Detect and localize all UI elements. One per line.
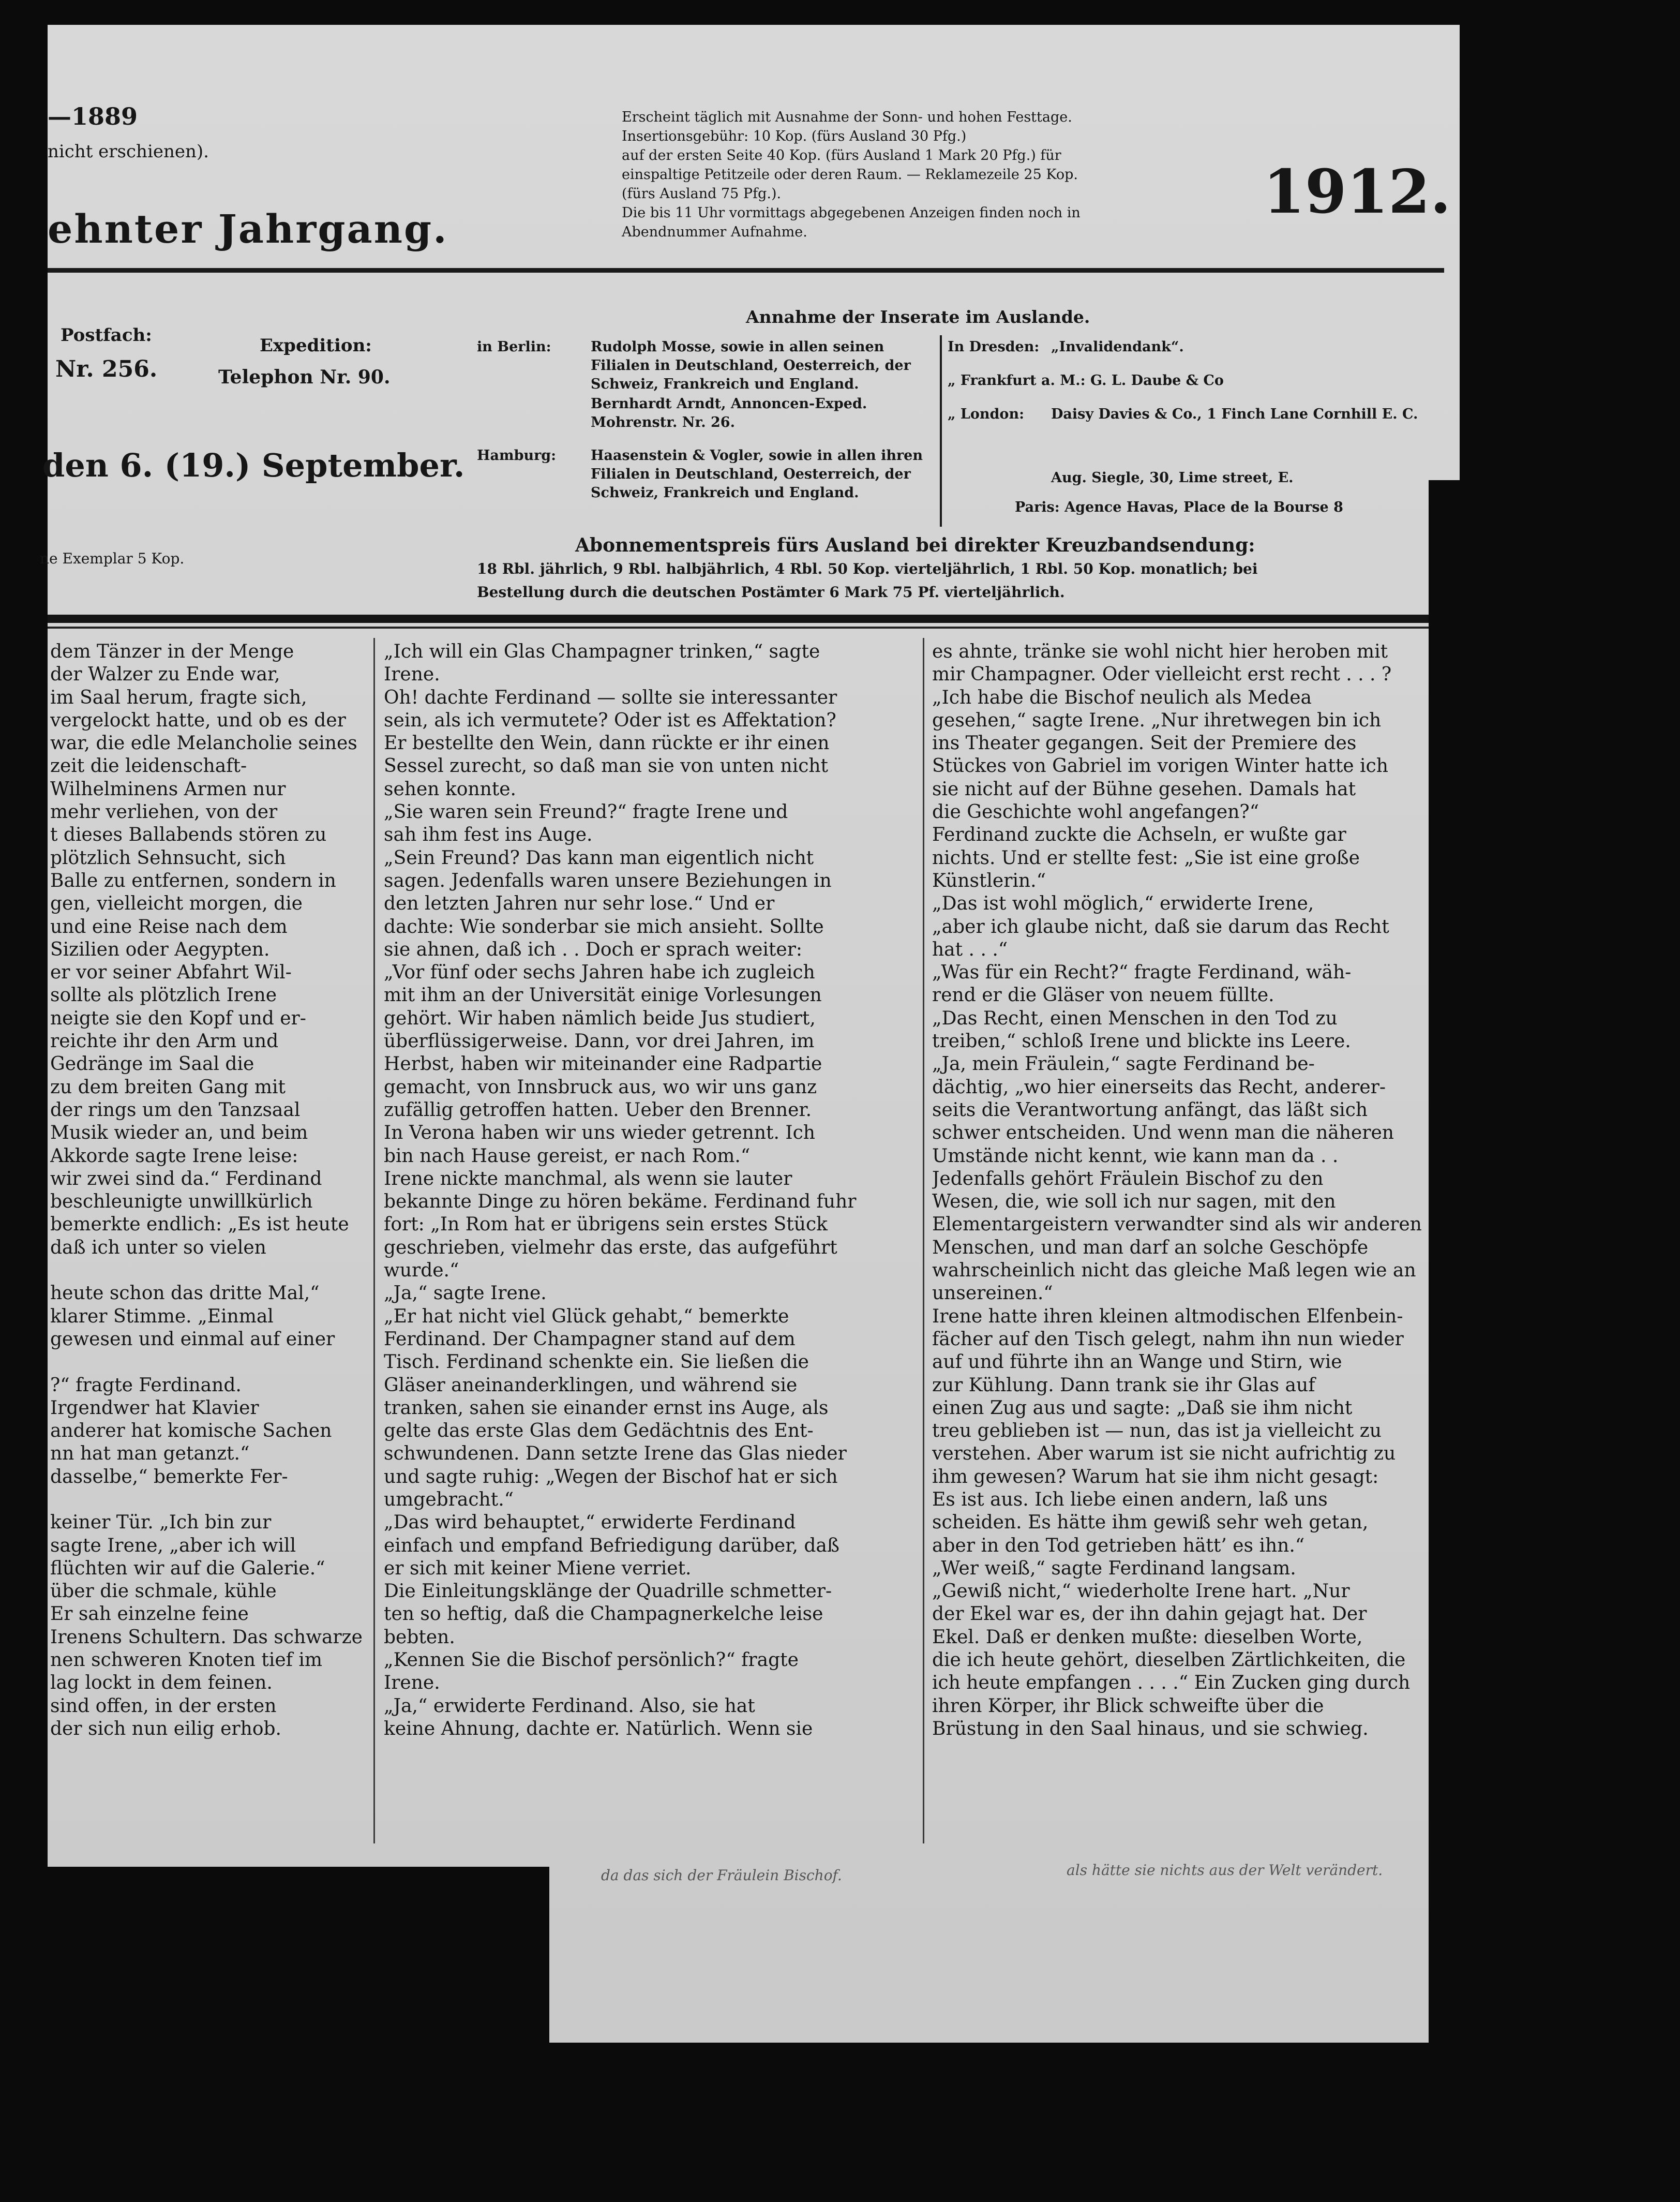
issue-date: den 6. (19.) September. xyxy=(42,447,465,484)
text-line: sagen. Jedenfalls waren unsere Beziehungen in xyxy=(384,870,832,891)
text-line: im Saal herum, fragte sich, xyxy=(50,687,307,708)
column-separator xyxy=(373,638,375,1843)
text-line: unsereinen.“ xyxy=(932,1283,1053,1304)
text-line: reichte ihr den Arm und xyxy=(50,1031,279,1052)
newspaper-page xyxy=(32,25,1604,2136)
ads-london-text: Daisy Davies & Co., 1 Finch Lane Cornhill E. C. xyxy=(1051,406,1418,422)
text-line: keiner Tür. „Ich bin zur xyxy=(50,1512,272,1534)
text-line: „Ja, mein Fräulein,“ sagte Ferdinand be- xyxy=(932,1053,1315,1075)
text-line: Ekel. Daß er denken mußte: dieselben Worte, xyxy=(932,1626,1363,1648)
text-line: der Ekel war es, der ihn dahin gejagt hat. Der xyxy=(932,1603,1367,1625)
text-line: mehr verliehen, von der xyxy=(50,801,278,823)
text-line: der rings um den Tanzsaal xyxy=(50,1099,301,1121)
postfach-label: Postfach: xyxy=(61,325,152,346)
notice-line: Abendnummer Aufnahme. xyxy=(622,224,807,240)
text-line: „Ich habe die Bischof neulich als Medea xyxy=(932,687,1312,708)
scan-border-right xyxy=(1429,480,1604,2136)
text-line: Irgendwer hat Klavier xyxy=(50,1397,259,1419)
text-line: Irene. xyxy=(384,664,440,686)
text-line: „Sein Freund? Das kann man eigentlich nicht xyxy=(384,847,814,869)
text-line: In Verona haben wir uns wieder getrennt. Ich xyxy=(384,1122,815,1144)
torn-edge-bottom-left xyxy=(32,1867,549,2136)
text-line xyxy=(50,1259,366,1282)
text-line: Balle zu entfernen, sondern in xyxy=(50,870,336,891)
text-line: klarer Stimme. „Einmal xyxy=(50,1305,274,1327)
text-line: anderer hat komische Sachen xyxy=(50,1420,332,1442)
text-line: und sagte ruhig: „Wegen der Bischof hat er sich xyxy=(384,1466,838,1487)
faded-footer-text: als hätte sie nichts aus der Welt verändert. xyxy=(1067,1862,1383,1879)
text-line: wahrscheinlich nicht das gleiche Maß legen wie an xyxy=(932,1260,1416,1282)
ads-dresden-label: In Dresden: xyxy=(948,339,1040,355)
text-line: gen, vielleicht morgen, die xyxy=(50,893,303,915)
text-line: Musik wieder an, und beim xyxy=(50,1122,308,1144)
ads-berlin-label: in Berlin: xyxy=(477,339,551,355)
notice-line: Die bis 11 Uhr vormittags abgegebenen Anzeigen finden noch in xyxy=(622,205,1081,221)
text-line: nen schweren Knoten tief im xyxy=(50,1649,323,1671)
text-line: „Das ist wohl möglich,“ erwiderte Irene, xyxy=(932,893,1314,915)
text-line: Jedenfalls gehört Fräulein Bischof zu den xyxy=(932,1168,1324,1189)
text-line: ihm gewesen? Warum hat sie ihm nicht gesagt: xyxy=(932,1466,1379,1487)
text-line: auf und führte ihn an Wange und Stirn, wie xyxy=(932,1351,1342,1373)
text-line: heute schon das dritte Mal,“ xyxy=(50,1283,320,1304)
notice-line: auf der ersten Seite 40 Kop. (fürs Ausland 1 Mark 20 Pfg.) für xyxy=(622,147,1061,163)
scan-border-bottom xyxy=(549,2043,1480,2136)
text-line: Künstlerin.“ xyxy=(932,870,1046,891)
text-line: Elementargeistern verwandter sind als wir anderen xyxy=(932,1214,1422,1236)
text-line: Er bestellte den Wein, dann rückte er ihr einen xyxy=(384,733,830,754)
text-line: Menschen, und man darf an solche Geschöpfe xyxy=(932,1237,1369,1258)
text-line: der sich nun eilig erhob. xyxy=(50,1718,281,1739)
ads-heading: Annahme der Inserate im Auslande. xyxy=(746,307,1090,327)
not-appeared-note: nicht erschienen). xyxy=(48,141,209,162)
text-line: „Was für ein Recht?“ fragte Ferdinand, wäh- xyxy=(932,962,1352,984)
text-line: „aber ich glaube nicht, daß sie darum das Recht xyxy=(932,916,1389,938)
ads-frankfurt: „ Frankfurt a. M.: G. L. Daube & Co xyxy=(948,373,1224,389)
text-line: Er sah einzelne feine xyxy=(50,1603,249,1625)
text-line: gewesen und einmal auf einer xyxy=(50,1328,335,1350)
text-line: Umstände nicht kennt, wie kann man da . . xyxy=(932,1145,1339,1167)
single-copy-price: ne Exemplar 5 Kop. xyxy=(40,550,185,567)
text-line: sollte als plötzlich Irene xyxy=(50,985,277,1006)
text-line: sein, als ich vermutete? Oder ist es Affektation? xyxy=(384,709,836,731)
text-line: nn hat man getanzt.“ xyxy=(50,1443,250,1465)
text-line: plötzlich Sehnsucht, sich xyxy=(50,847,286,869)
ads-dresden-text: „Invalidendank“. xyxy=(1051,339,1184,355)
text-line: über die schmale, kühle xyxy=(50,1581,277,1602)
text-line: Sizilien oder Aegypten. xyxy=(50,939,270,960)
text-line: Akkorde sagte Irene leise: xyxy=(50,1145,298,1167)
text-line: ?“ fragte Ferdinand. xyxy=(50,1374,242,1396)
text-line: Gedränge im Saal die xyxy=(50,1053,254,1075)
text-line: gelte das erste Glas dem Gedächtnis des Ent- xyxy=(384,1420,814,1442)
text-line: dachte: Wie sonderbar sie mich ansieht. Sollte xyxy=(384,916,824,938)
text-line: „Das Recht, einen Menschen in den Tod zu xyxy=(932,1007,1338,1029)
text-line: dächtig, „wo hier einerseits das Recht, anderer- xyxy=(932,1076,1386,1098)
publication-notice xyxy=(622,108,1263,242)
subscription-line: 18 Rbl. jährlich, 9 Rbl. halbjährlich, 4 Rbl. 50 Kop. vierteljährlich, 1 Rbl. 50 Kop. monatlich; bei xyxy=(477,560,1258,577)
text-line: daß ich unter so vielen xyxy=(50,1237,266,1258)
text-line: verstehen. Aber warum ist sie nicht aufrichtig zu xyxy=(932,1443,1396,1465)
text-line: mir Champagner. Oder vielleicht erst recht . . . ? xyxy=(932,664,1392,686)
masthead-rule xyxy=(48,268,1444,273)
text-line: zufällig getroffen hatten. Ueber den Brenner. xyxy=(384,1099,812,1121)
text-line: fächer auf den Tisch gelegt, nahm ihn nun wieder xyxy=(932,1328,1404,1350)
text-line: den letzten Jahren nur sehr lose.“ Und er xyxy=(384,893,775,915)
text-line: Stückes von Gabriel im vorigen Winter hatte ich xyxy=(932,755,1388,777)
text-line: Ferdinand zuckte die Achseln, er wußte gar xyxy=(932,824,1346,846)
text-line: schwer entscheiden. Und wenn man die näheren xyxy=(932,1122,1394,1144)
text-line: „Kennen Sie die Bischof persönlich?“ fragte xyxy=(384,1649,799,1671)
text-line: sie ahnen, daß ich . . Doch er sprach weiter: xyxy=(384,939,803,960)
text-line: er vor seiner Abfahrt Wil- xyxy=(50,962,292,984)
text-line: einen Zug aus und sagte: „Daß sie ihm nicht xyxy=(932,1397,1353,1419)
text-line: „Er hat nicht viel Glück gehabt,“ bemerkte xyxy=(384,1305,789,1327)
text-line: und eine Reise nach dem xyxy=(50,916,288,938)
text-column-2 xyxy=(384,641,922,1740)
text-line: er sich mit keiner Miene verriet. xyxy=(384,1557,692,1579)
text-line xyxy=(50,1351,366,1374)
text-line: Die Einleitungsklänge der Quadrille schmetter- xyxy=(384,1581,832,1602)
text-line: ten so heftig, daß die Champagnerkelche leise xyxy=(384,1603,823,1625)
text-line: ich heute empfangen . . . .“ Ein Zucken ging durch xyxy=(932,1672,1411,1694)
text-line: bin nach Hause gereist, er nach Rom.“ xyxy=(384,1145,751,1167)
text-line: fort: „In Rom hat er übrigens sein erstes Stück xyxy=(384,1214,828,1236)
ads-london-text-2: Aug. Siegle, 30, Lime street, E. xyxy=(1051,470,1294,486)
expedition-phone: Telephon Nr. 90. xyxy=(218,366,391,388)
text-line: seits die Verantwortung anfängt, das läßt sich xyxy=(932,1099,1368,1121)
ads-paris: Paris: Agence Havas, Place de la Bourse 8 xyxy=(1015,499,1343,515)
text-line: „Sie waren sein Freund?“ fragte Irene und xyxy=(384,801,788,823)
text-line: Herbst, haben wir miteinander eine Radpartie xyxy=(384,1053,822,1075)
text-line: gesehen,“ sagte Irene. „Nur ihretwegen bin ich xyxy=(932,709,1382,731)
text-line: „Ich will ein Glas Champagner trinken,“ sagte xyxy=(384,641,820,662)
scan-border-left xyxy=(32,25,48,2136)
text-line: bemerkte endlich: „Es ist heute xyxy=(50,1214,349,1236)
postfach-number: Nr. 256. xyxy=(55,356,158,382)
text-line xyxy=(50,1489,366,1511)
text-line: überflüssigerweise. Dann, vor drei Jahren, im xyxy=(384,1031,815,1052)
text-line: Oh! dachte Ferdinand — sollte sie interessanter xyxy=(384,687,837,708)
text-line: rend er die Gläser von neuem füllte. xyxy=(932,985,1274,1006)
text-line: Ferdinand. Der Champagner stand auf dem xyxy=(384,1328,796,1350)
text-line: t dieses Ballabends stören zu xyxy=(50,824,327,846)
text-line: Gläser aneinanderklingen, und während sie xyxy=(384,1374,798,1396)
notice-line: Insertionsgebühr: 10 Kop. (fürs Ausland 30 Pfg.) xyxy=(622,128,967,144)
text-line: bekannte Dinge zu hören bekäme. Ferdinand fuhr xyxy=(384,1191,857,1213)
text-line: ins Theater gegangen. Seit der Premiere des xyxy=(932,733,1357,754)
text-line: keine Ahnung, dachte er. Natürlich. Wenn sie xyxy=(384,1718,813,1739)
text-line: einfach und empfand Befriedigung darüber, daß xyxy=(384,1535,839,1556)
text-line: Es ist aus. Ich liebe einen andern, laß uns xyxy=(932,1489,1328,1510)
text-line: es ahnte, tränke sie wohl nicht hier heroben mit xyxy=(932,641,1388,662)
text-column-3 xyxy=(932,641,1454,1740)
text-line: Irenens Schultern. Das schwarze xyxy=(50,1626,363,1648)
text-line: die ich heute gehört, dieselben Zärtlichkeiten, die xyxy=(932,1649,1406,1671)
text-line: Sessel zurecht, so daß man sie von unten nicht xyxy=(384,755,829,777)
text-line: der Walzer zu Ende war, xyxy=(50,664,280,686)
text-line: ihren Körper, ihr Blick schweifte über die xyxy=(932,1695,1324,1717)
text-line: sind offen, in der ersten xyxy=(50,1695,277,1717)
text-line: flüchten wir auf die Galerie.“ xyxy=(50,1557,325,1579)
notice-line: einspaltige Petitzeile oder deren Raum. — Reklamezeile 25 Kop. xyxy=(622,167,1078,183)
text-line: dem Tänzer in der Menge xyxy=(50,641,294,662)
text-line: treiben,“ schloß Irene und blickte ins Leere. xyxy=(932,1031,1351,1052)
subscription-heading: Abonnementspreis fürs Ausland bei direkter Kreuzbandsendung: xyxy=(575,534,1255,556)
text-line: zeit die leidenschaft- xyxy=(50,755,247,777)
text-line: Tisch. Ferdinand schenkte ein. Sie ließen die xyxy=(384,1351,809,1373)
text-line: scheiden. Es hätte ihm gewiß sehr weh getan, xyxy=(932,1512,1369,1534)
text-line: bebten. xyxy=(384,1626,455,1648)
text-column-1 xyxy=(50,641,366,1740)
text-line: zur Kühlung. Dann trank sie ihr Glas auf xyxy=(932,1374,1315,1396)
text-line: sehen konnte. xyxy=(384,778,516,800)
text-line: „Gewiß nicht,“ wiederholte Irene hart. „Nur xyxy=(932,1581,1350,1602)
text-line: „Vor fünf oder sechs Jahren habe ich zugleich xyxy=(384,962,815,984)
year-heading: 1912. xyxy=(1263,157,1451,227)
text-line: nichts. Und er stellte fest: „Sie ist eine große xyxy=(932,847,1360,869)
text-line: Brüstung in den Saal hinaus, und sie schwieg. xyxy=(932,1718,1369,1739)
header-thin-rule xyxy=(48,627,1444,629)
text-line: sagte Irene, „aber ich will xyxy=(50,1535,296,1556)
text-line: Wesen, die, wie soll ich nur sagen, mit den xyxy=(932,1191,1336,1213)
text-line: beschleunigte unwillkürlich xyxy=(50,1191,313,1213)
faded-footer-text: da das sich der Fräulein Bischof. xyxy=(601,1867,842,1884)
text-line: aber in den Tod getrieben hätt’ es ihn.“ xyxy=(932,1535,1305,1556)
founded-year: —1889 xyxy=(48,102,138,130)
ads-berlin-text-2: Bernhardt Arndt, Annoncen-Exped. Mohrenstr. Nr. 26. xyxy=(591,396,867,430)
subscription-line: Bestellung durch die deutschen Postämter 6 Mark 75 Pf. vierteljährlich. xyxy=(477,584,1065,601)
ads-london-label: „ London: xyxy=(948,406,1025,422)
notice-line: (fürs Ausland 75 Pfg.). xyxy=(622,186,782,202)
text-line: wir zwei sind da.“ Ferdinand xyxy=(50,1168,322,1189)
text-line: zu dem breiten Gang mit xyxy=(50,1076,286,1098)
ads-hamburg-label: Hamburg: xyxy=(477,448,557,464)
volume-heading: ehnter Jahrgang. xyxy=(48,206,448,252)
text-line: geschrieben, vielmehr das erste, das aufgeführt xyxy=(384,1237,837,1258)
text-line: mit ihm an der Universität einige Vorlesungen xyxy=(384,985,822,1006)
text-line: Irene nickte manchmal, als wenn sie lauter xyxy=(384,1168,792,1189)
text-line: war, die edle Melancholie seines xyxy=(50,733,357,754)
text-line: tranken, sahen sie einander ernst ins Auge, als xyxy=(384,1397,829,1419)
text-line: treu geblieben ist — nun, das ist ja vielleicht zu xyxy=(932,1420,1382,1442)
column-separator xyxy=(923,638,924,1843)
text-line: lag lockt in dem feinen. xyxy=(50,1672,273,1694)
text-line: umgebracht.“ xyxy=(384,1489,514,1510)
notice-line: Erscheint täglich mit Ausnahme der Sonn- und hohen Festtage. xyxy=(622,109,1072,125)
text-line: sie nicht auf der Bühne gesehen. Damals hat xyxy=(932,778,1356,800)
text-line: gemacht, von Innsbruck aus, wo wir uns ganz xyxy=(384,1076,817,1098)
text-line: Wilhelminens Armen nur xyxy=(50,778,286,800)
header-thick-rule xyxy=(48,615,1444,623)
text-line: neigte sie den Kopf und er- xyxy=(50,1007,306,1029)
text-line: vergelockt hatte, und ob es der xyxy=(50,709,346,731)
text-line: wurde.“ xyxy=(384,1260,459,1282)
text-line: hat . . .“ xyxy=(932,939,1008,960)
text-line: „Das wird behauptet,“ erwiderte Ferdinand xyxy=(384,1512,796,1534)
ads-berlin-text: Rudolph Mosse, sowie in allen seinen Filialen in Deutschland, Oesterreich, der Schweiz, Frankreich und England. xyxy=(591,339,911,392)
text-line: schwundenen. Dann setzte Irene das Glas nieder xyxy=(384,1443,847,1465)
text-line: „Ja,“ sagte Irene. xyxy=(384,1283,547,1304)
ads-hamburg-text: Haasenstein & Vogler, sowie in allen ihren Filialen in Deutschland, Oesterreich, der Schweiz, Frankreich und England. xyxy=(591,448,923,501)
text-line: „Wer weiß,“ sagte Ferdinand langsam. xyxy=(932,1557,1296,1579)
text-line: „Ja,“ erwiderte Ferdinand. Also, sie hat xyxy=(384,1695,755,1717)
text-line: Irene hatte ihren kleinen altmodischen Elfenbein- xyxy=(932,1305,1403,1327)
text-line: dasselbe,“ bemerkte Fer- xyxy=(50,1466,288,1487)
ads-divider xyxy=(940,335,942,527)
expedition-label: Expedition: xyxy=(260,335,372,356)
text-line: gehört. Wir haben nämlich beide Jus studiert, xyxy=(384,1007,816,1029)
text-line: die Geschichte wohl angefangen?“ xyxy=(932,801,1259,823)
text-line: Irene. xyxy=(384,1672,440,1694)
text-line: sah ihm fest ins Auge. xyxy=(384,824,593,846)
